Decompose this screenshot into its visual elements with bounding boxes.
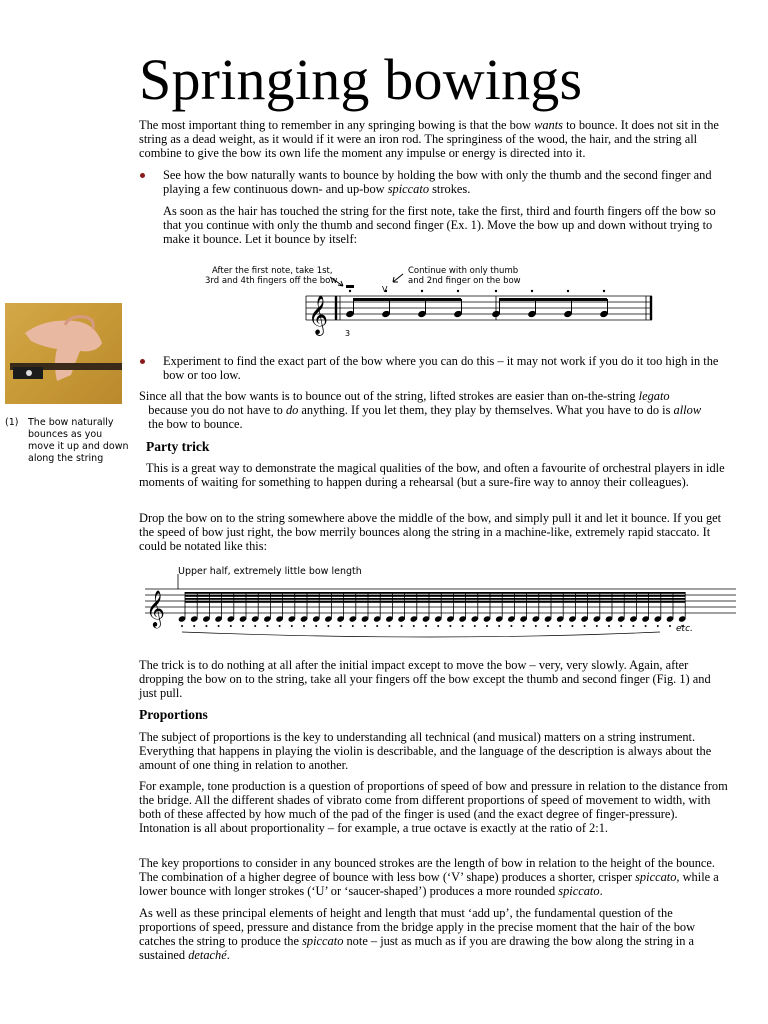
music-example-2 [140,562,740,642]
example1-right-annotation-2: and 2nd finger on the bow [408,276,521,286]
bullet-item-2 [139,354,729,382]
music-example-1 [200,262,660,342]
staccato-dot [193,625,195,627]
staccato-dot [349,290,351,292]
heading-proportions: Proportions [139,707,208,722]
example1-notes [345,290,609,320]
staccato-dot [254,625,256,627]
staccato-dot [376,625,378,627]
staccato-dot [535,625,537,627]
staccato-dot [657,625,659,627]
staccato-dot [291,625,293,627]
staccato-dot [230,625,232,627]
staccato-dot [462,625,464,627]
heading-party-trick: Party trick [146,439,210,454]
staccato-dot [449,625,451,627]
staccato-dot [364,625,366,627]
intro-paragraph: The most important thing to remember in any springing bowing is that the bow wants to bounce. It does not sit in the string as a dead weight, as it would if it were an iron rod. The springiness of the wood, the hair, and the string all combine to give the bow its own life the moment any impulse or energy is directed into it. [139,118,719,160]
staccato-dot [242,625,244,627]
staccato-dot [352,625,354,627]
staccato-dot [486,625,488,627]
since-paragraph: Since all that the bow wants is to bounce out of the string, lifted strokes are easier than on-the-string legato because you do not have to do anything. If you let them, they play by themselves. What you have to do is allow the bow to bounce. [139,389,702,431]
proportions-paragraph-2: For example, tone production is a question of proportions of speed of bow and pressure in relation to the distance from the bridge. All the different shades of vibrato come from different proportions of speed of movement to width, with both of these affected by how much of the pad of the finger is used (and the exact degree of finger-pressure). Intonation is all about proportionality – for example, a true octave is exactly at the ratio of 2:1. [139,779,728,835]
bullet-icon [140,359,145,364]
staccato-dot [596,625,598,627]
beam [185,598,685,600]
staccato-dot [303,625,305,627]
staccato-dot [315,625,317,627]
treble-clef-icon: 𝄞 [308,295,329,335]
staccato-dot [279,625,281,627]
staccato-dot [425,625,427,627]
staccato-dot [181,625,183,627]
staccato-dot [608,625,610,627]
bullet-1-text: See how the bow naturally wants to bounce by holding the bow with only the thumb and the second finger and playing a few continuous down- and up-bow spiccato strokes. [163,168,712,196]
arrow-right-icon [393,274,403,282]
staccato-dot [510,625,512,627]
staccato-dot [421,290,423,292]
bow-hold-photo [5,303,122,404]
proportions-paragraph-3: The key proportions to consider in any bounced strokes are the length of bow in relation to the height of the bounce. The combination of a higher degree of bounce with less bow (‘V’ shape) produces a shorter, crisper spiccato, while a lower bounce with longer strokes (‘U’ or ‘saucer-shaped’) produces a more rounded spiccato. [139,856,719,898]
example2-notes [178,574,687,637]
staccato-dot [584,625,586,627]
beam [185,595,685,597]
example1-left-annotation-1: After the first note, take 1st, [212,266,333,276]
down-bow-icon [346,285,354,288]
staccato-dot [340,625,342,627]
beam [185,601,685,603]
staccato-dot [523,625,525,627]
party-trick-paragraph: This is a great way to demonstrate the magical qualities of the bow, and often a favourite of orchestral players in idle moments of waiting for something to happen during a rehearsal (but a sure-fire way to annoy their colleagues). [139,461,725,489]
beam-1 [353,298,461,301]
staccato-dot [567,290,569,292]
staccato-dot [218,625,220,627]
staccato-dot [205,625,207,627]
staccato-dot [531,290,533,292]
staccato-dot [559,625,561,627]
staccato-dot [327,625,329,627]
triplet-mark: 3 [345,329,351,338]
staccato-dot [474,625,476,627]
bullet-item-1 [139,168,729,196]
example1-right-annotation-1: Continue with only thumb [408,266,519,276]
staccato-dot [547,625,549,627]
staccato-dot [388,625,390,627]
staccato-dot [457,290,459,292]
treble-clef-icon: 𝄞 [146,589,165,627]
bullet-icon [140,173,145,178]
example2-annotation: Upper half, extremely little bow length [178,566,362,577]
staccato-dot [632,625,634,627]
trick-paragraph: The trick is to do nothing at all after the initial impact except to move the bow – very, very slowly. Again, after dropping the bow on to the string, take all your fingers off the bow except the thumb and second finger (Fig. 1) and just pull. [139,658,711,700]
figure-1-number: (1) [5,417,19,428]
staccato-dot [437,625,439,627]
bullet-1-subparagraph: As soon as the hair has touched the string for the first note, take the first, third and fourth fingers off the bow so that you continue with only the thumb and second finger (Ex. 1). Move the bow up and down without trying to make it bounce. Let it bounce by itself: [163,204,716,246]
staccato-dot [669,625,671,627]
staccato-dot [620,625,622,627]
staccato-dot [603,290,605,292]
staccato-dot [571,625,573,627]
figure-1-caption: The bow naturally bounces as you move it up and down along the string [28,417,129,464]
bullet-2-text: Experiment to find the exact part of the bow where you can do this – it may not work if you do it too high in the bow or too low. [163,354,719,382]
staccato-dot [401,625,403,627]
beam-2 [499,298,607,301]
proportions-paragraph-1: The subject of proportions is the key to understanding all technical (and musical) matters on a string instrument. Everything that happens in playing the violin is describable, and the language of the description is always about the amount of one thing in relation to another. [139,730,712,772]
drop-bow-paragraph: Drop the bow on to the string somewhere above the middle of the bow, and simply pull it and let it bounce. If you get the speed of bow just right, the bow merrily bounces along the string in a machine-like, extremely rapid staccato. It could be notated like this: [139,511,722,553]
staccato-dot [498,625,500,627]
staccato-dot [266,625,268,627]
slur-curve [182,632,660,637]
staccato-dot [413,625,415,627]
up-bow-icon: V [382,285,388,294]
staccato-dot [645,625,647,627]
example2-etc: etc. [676,624,693,634]
beam [185,592,685,594]
proportions-paragraph-4: As well as these principal elements of height and length that must ‘add up’, the fundamental question of the proportions of speed, pressure and distance from the bridge apply in the precise moment that the hair of the bow catches the string to produce the spiccato note – just as much as if you are drawing the bow along the string in a sustained detaché. [139,906,696,962]
staccato-dot [495,290,497,292]
page-title: Springing bowings [139,47,583,112]
example1-left-annotation-2: 3rd and 4th fingers off the bow [205,276,338,286]
